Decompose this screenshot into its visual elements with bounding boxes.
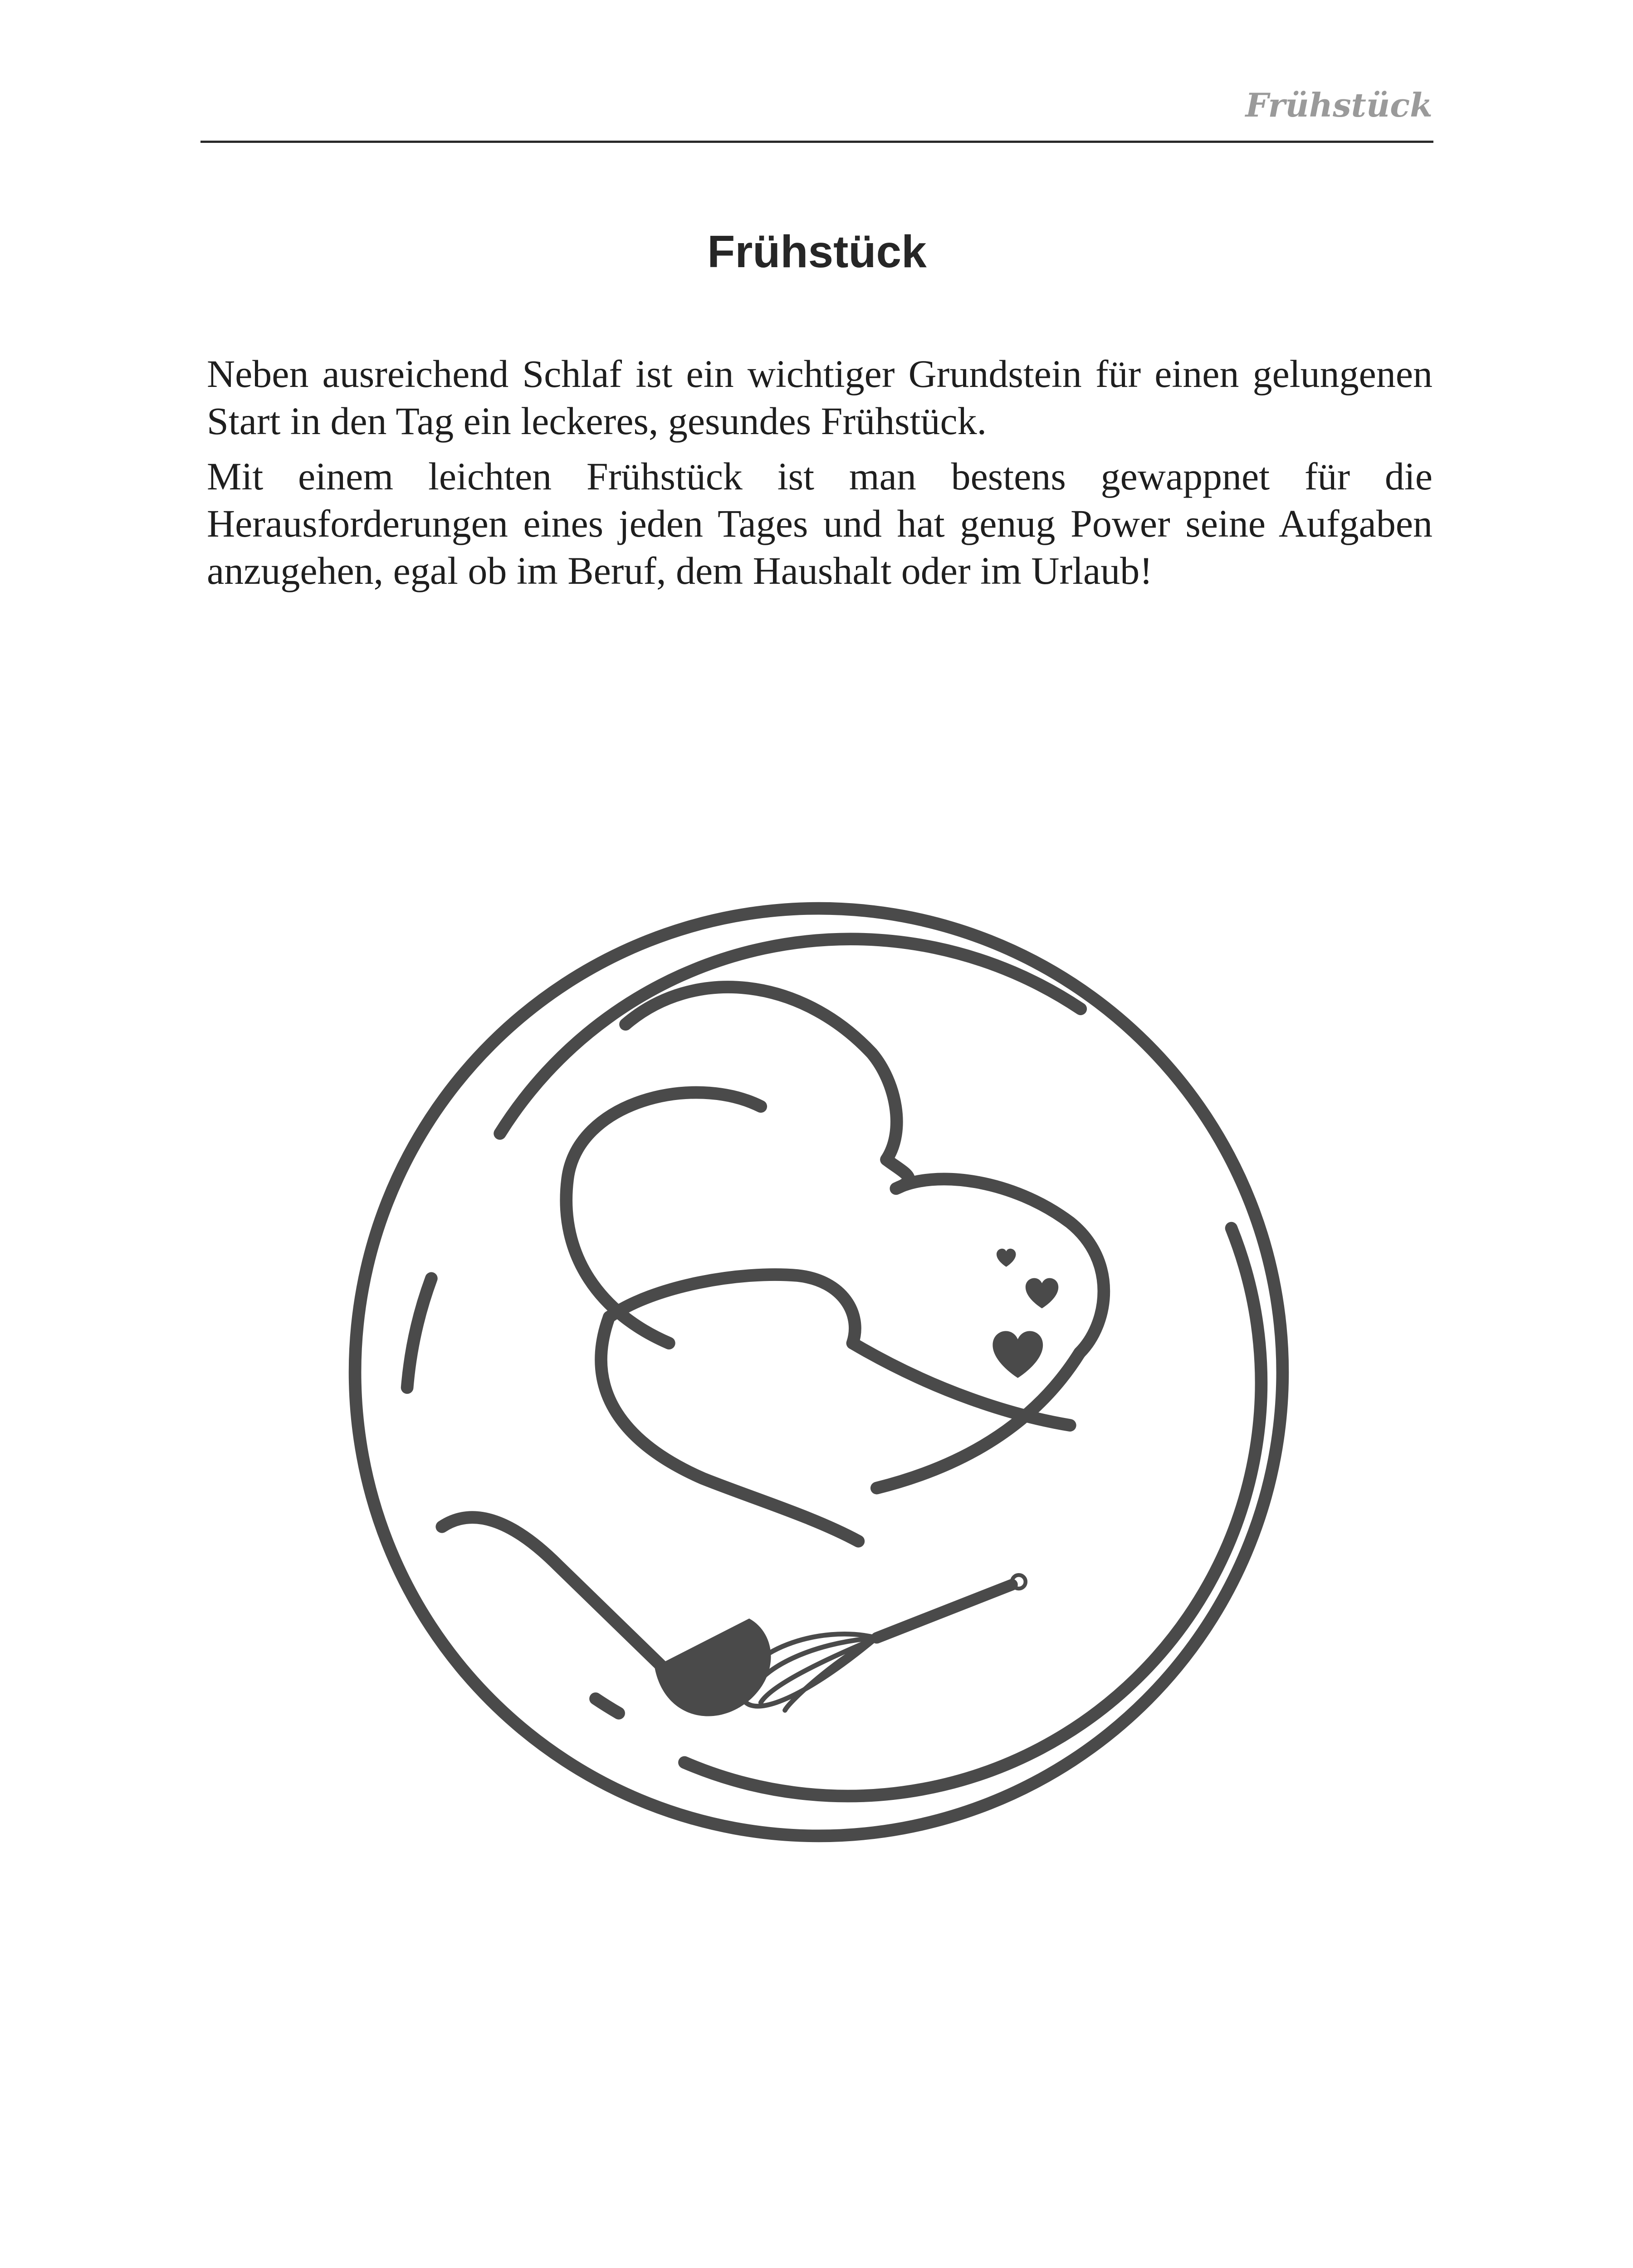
chef-hat-icon: [566, 987, 1104, 1541]
paragraph: Neben ausreichend Schlaf ist ein wichtiger Grundstein für einen gelungenen Start in den Tag ein leckeres, gesundes Frühstück.: [207, 352, 1433, 443]
breakfast-illustration: [336, 889, 1302, 1855]
body-text: [207, 350, 1433, 602]
paragraph: Mit einem leichten Frühstück ist man bestens gewappnet für die Herausforderungen eines jeden Tages und hat genug Power seine Aufgaben anzugehen, egal ob im Beruf, dem Haushalt oder im Urlaub!: [207, 455, 1433, 592]
page-title: Frühstück: [707, 226, 927, 277]
plate-icon: [355, 909, 1283, 1836]
running-head: Frühstück: [1245, 86, 1433, 124]
heart-icon: [993, 1249, 1058, 1378]
whisk-icon: [742, 1575, 1026, 1710]
ladle-icon: [442, 1517, 771, 1716]
header-rule: [200, 141, 1433, 143]
